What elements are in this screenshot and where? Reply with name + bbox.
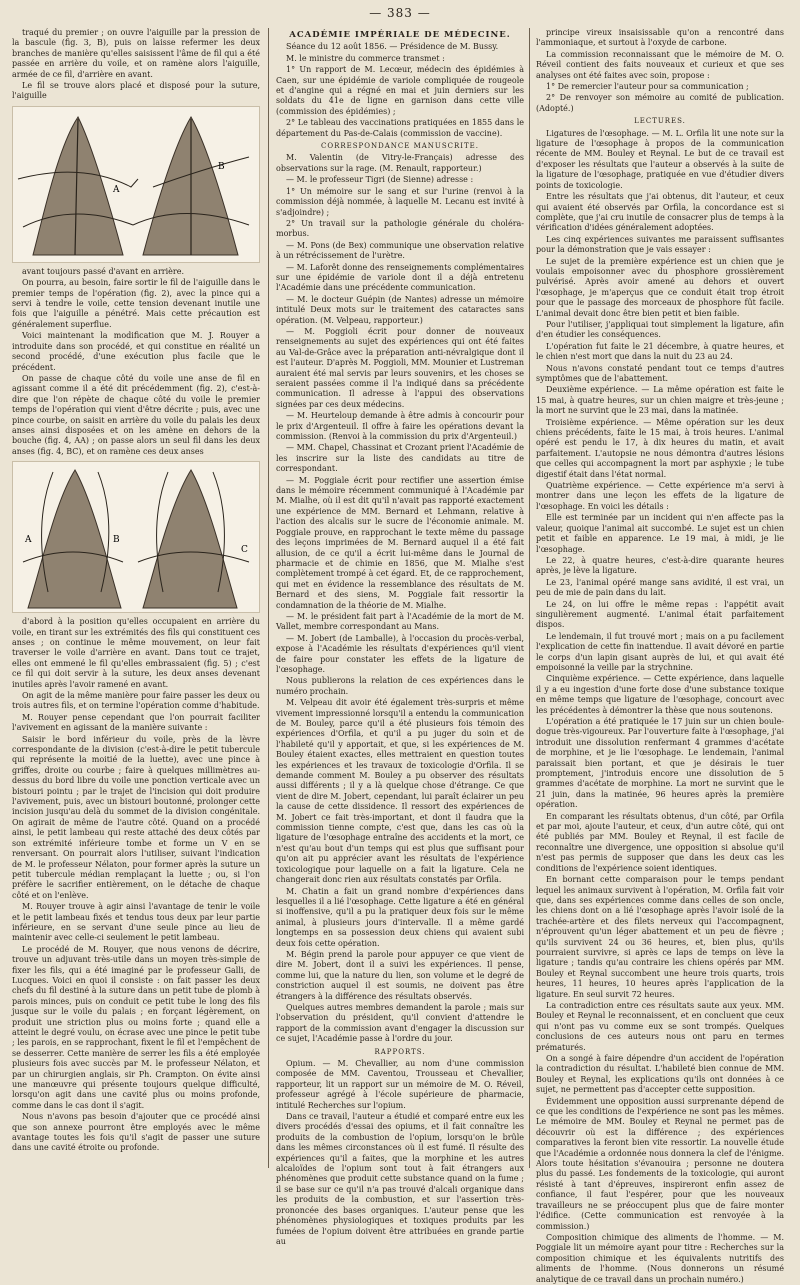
palate-illustration [13,107,259,260]
page-number: — 383 — [369,6,431,20]
palate-illustration [13,462,259,610]
paragraph: La commission reconnaissant que le mémoire de M. O. Réveil contient des faits nouveaux et curieux et que ses analyses ont été faites avec soin, propose : [536,49,784,80]
paragraph: Deuxième expérience. — La même opération est faite le 15 mai, à quatre heures, sur un chien maigre et très-jeune ; la mort ne survint que le 23 mai, dans la matinée. [536,385,784,416]
column-rule-left [268,28,269,1168]
paragraph: 2° De renvoyer son mémoire au comité de publication. (Adopté.) [536,93,784,113]
paragraph: Le 22, à quatre heures, c'est-à-dire quarante heures après, je lève la ligature. [536,555,784,576]
paragraph: Le sujet de la première expérience est un chien que je voulais empoisonner avec du phosphore grossièrement pulvérisé. Après avoir amené au dehors et ouvert l'œsophage, je m'aperçus que ce conduit était trop étroit pour que le passage des morceaux de phosphore fût facile. L'animal devait donc être bien petit et bien faible. [536,256,784,318]
paragraph: M. Valentin (de Vitry-le-Français) adresse des observations sur la rage. (M. Renault, rapporteur.) [276,153,524,173]
figure-label: C [241,545,248,556]
paragraph: L'opération a été pratiquée le 17 juin sur un chien boule-dogue très-vigoureux. Par l'ouverture faite à l'œsophage, j'ai introduit une dissolution renfermant 4 grammes d'acétate de morphine, et je lie l'œsophage. Le lendemain, l'animal paraissait bien portant, et que je désirais le tuer promptement, j'introduis encore une dissolution de 5 grammes d'acétate de morphine. La mort ne survint que le 21 juin, dans la matinée, 96 heures après la première opération. [536,717,784,810]
paragraph: Quatrième expérience. — Cette expérience m'a servi à montrer dans une leçon les effets de la ligature de l'œsophage. En voici les détails : [536,481,784,511]
paragraph: — M. le président fait part à l'Académie de la mort de M. Vallet, membre correspondant au Mans. [276,611,524,632]
paragraph: L'opération fut faite le 21 décembre, à quatre heures, et le chien n'est mort que dans la nuit du 23 au 24. [536,341,784,362]
paragraph: Les cinq expériences suivantes me paraissent suffisantes pour la démonstration que je vais essayer : [536,234,784,255]
session-line: Séance du 12 août 1856. — Présidence de M. Bussy. [286,42,499,52]
paragraph: M. le ministre du commerce transmet : [286,53,445,63]
paragraph: 1° Un mémoire sur le sang et sur l'urine (renvoi à la commission déjà nommée, à laquelle M. Lecanu est invité à s'adjoindre) ; [276,186,524,217]
paragraph: 1° Un rapport de M. Lecœur, médecin des épidémies à Caen, sur une épidémie de variole compliquée de rougeole et d'angine qui a régné en mai et juin derniers sur les soldats du 41e de ligne en garnison dans cette ville (commission des épidémies) ; [276,65,524,116]
column-academy [276,28,524,1246]
figure-palate-suture-2 [12,461,260,613]
paragraph: Nous n'avons pas besoin d'ajouter que ce procédé ainsi que son annexe pourront être employés avec le même avantage toutes les fois qu'il s'agit de passer une suture dans une cavité étroite ou profonde. [12,1112,260,1153]
paragraph: — MM. Chapel, Chassinat et Crozant prient l'Académie de les inscrire sur la liste des candidats au titre de correspondant. [276,443,524,474]
figure-label: A [113,184,120,195]
paragraph: Entre les résultats que j'ai obtenus, dit l'auteur, et ceux qui avaient été observés par Orfila, la concordance est si complète, que j'ai cru inutile de consacrer plus de temps à la vérification d'idées généralement adoptées. [536,192,784,233]
paragraph: Nous n'avons constaté pendant tout ce temps d'autres symptômes que de l'abattement. [536,363,784,383]
figure-label: A [25,535,32,546]
paragraph: principe vireux insaisissable qu'on a rencontré dans l'ammoniaque, et surtout à l'oxyde de carbone. [536,28,784,48]
paragraph: — M. Poggioli écrit pour donner de nouveaux renseignements au sujet des expériences qui ont été faites au Val-de-Grâce avec la préparation anti-névralgique dont il est l'auteur. D'après M. Poggioli, MM. Mounier et Lustreman auraient été mal servis par leurs souvenirs, et les choses se seraient passées comme il l'a indiqué dans sa précédente communication. Il adresse à l'appui des observations signées par ces deux médecins. [276,326,524,409]
paragraph: Le fil se trouve alors placé et disposé pour la suture, l'aiguille [12,81,260,101]
subheading: LECTURES. [634,117,686,126]
paragraph: Évidemment une opposition aussi surprenante dépend de ce que les conditions de l'expérience ne sont pas les mêmes. Le mémoire de MM. Bouley et Reynal ne permet pas de découvrir où est la différence ; des expériences comparatives la feront bien vite ressortir. La nouvelle étude que l'Académie a ordonnée nous donnera la clef de l'énigme. Alors toute hésitation s'évanouira ; personne ne doutera plus du passé. Les fondements de la toxicologie, qui auront résisté à tant d'épreuves, inspireront enfin assez de confiance, il faut l'espérer, pour que les nouveaux travailleurs ne se préoccupent plus que de faire monter l'édifice. (Cette communication est renvoyée à la commission.) [536,1096,784,1231]
paragraph: traqué du premier ; on ouvre l'aiguille par la pression de la bascule (fig. 3, B), puis on laisse refermer les deux branches de manière qu'elles saisissent l'âme de fil qui a été passée en arrière du voile, et on ramène alors l'aiguille, armée de ce fil, d'arrière en avant. [12,28,260,79]
paragraph: Elle est terminée par un incident qui n'en affecte pas la valeur, quoique l'animal ait succombé. Le sujet est un chien petit et faible en apparence. Le 19 mai, à midi, je lie l'œsophage. [536,513,784,554]
paragraph: On passe de chaque côté du voile une anse de fil en agissant comme il a été dit précédemment (fig. 2), c'est-à-dire que l'on répète de chaque côté du voile le premier temps de l'opération qui vient d'être décrite ; puis, avec une pince courbe, on saisit en arrière du voile du palais les deux anses ainsi disposées et on les amène en dehors de la bouche (fig. 4, AA) ; on passe alors un seul fil dans les deux anses (fig. 4, BC), et on ramène ces deux anses [12,373,260,456]
paragraph: Opium. — M. Chevallier, au nom d'une commission composée de MM. Caventou, Trousseau et Chevallier, rapporteur, lit un rapport sur un mémoire de M. O. Réveil, professeur agrégé à l'école supérieure de pharmacie, intitulé Recherches sur l'opium. [276,1059,524,1110]
paragraph: M. Rouyer pense cependant que l'on pourrait faciliter l'avivement en agissant de la manière suivante : [12,712,260,733]
paragraph: M. Chatin a fait un grand nombre d'expériences dans lesquelles il a lié l'œsophage. Cette ligature a été en général si inoffensive, qu'il a pu la pratiquer deux fois sur le même animal, à plusieurs jours d'intervalle. Il a même gardé longtemps en sa possession deux chiens qui avaient subi deux fois cette opération. [276,886,524,948]
paragraph: Voici maintenant la modification que M. J. Rouyer a introduite dans son procédé, et qui constitue en réalité un second procédé, d'une exécution plus facile que le précédent. [12,331,260,372]
paragraph: — M. Laforêt donne des renseignements complémentaires sur une épidémie de variole dont il a déjà entretenu l'Académie dans une précédente communication. [276,262,524,293]
column-readings [536,28,784,1284]
paragraph: Pour l'utiliser, j'appliquai tout simplement la ligature, afin d'en étudier les conséquences. [536,319,784,340]
figure-label: B [113,535,120,546]
subheading: RAPPORTS. [374,1047,426,1056]
paragraph: Le 24, on lui offre le même repas : l'appétit avait singulièrement augmenté. L'animal était parfaitement dispos. [536,599,784,630]
paragraph: Le 23, l'animal opéré mange sans avidité, il est vrai, un peu de mie de pain dans du lait. [536,577,784,598]
paragraph: 2° Le tableau des vaccinations pratiquées en 1855 dans le département du Pas-de-Calais (commission de vaccine). [276,118,524,138]
paragraph: 1° De remercier l'auteur pour sa communication ; [546,82,749,92]
section-heading: ACADÉMIE IMPÉRIALE DE MÉDECINE. [289,30,511,40]
paragraph: Dans ce travail, l'auteur a étudié et comparé entre eux les divers procédés d'essai des opiums, et il fait connaître les produits de la combustion de l'opium, lorsqu'on le brûle dans les mêmes circonstances où il est fumé. Il résulte des expériences qu'il a faites, que la morphine et les autres alcaloïdes de l'opium sont tout à fait étrangers aux phénomènes que produit cette substance quand on la fume ; il se base sur ce qu'il n'a pas trouvé d'alcali organique dans les produits de la combustion, et sur l'assertion très-prononcée des bases organiques. L'auteur pense que les phénomènes physiologiques et toxiques produits par les fumées de l'opium doivent être attribuées en grande partie au [276,1112,524,1246]
paragraph: — M. Heurteloup demande à être admis à concourir pour le prix d'Argenteuil. Il offre à faire les opérations devant la commission. (Renvoi à la commission du prix d'Argenteuil.) [276,411,524,442]
paragraph: Le procédé de M. Rouyer, que nous venons de décrire, trouve un adjuvant très-utile dans un moyen très-simple de fixer les fils, qui a été imaginé par le professeur Galli, de Lucques. Voici en quoi il consiste : on fait passer les deux chefs du fil destiné à la suture dans un petit tube de plomb à parois minces, puis on conduit ce petit tube le long des fils jusque sur le voile du palais ; en forçant légèrement, on produit une striction plus ou moins forte ; quand elle a atteint le degré voulu, on écrase avec une pince le petit tube ; les parois, en se rapprochant, fixent le fil et l'empêchent de se desserrer. Cette manière de serrer les fils a été employée plusieurs fois avec succès par M. le professeur Nélaton, et par un chirurgien anglais, sir Ph. Crampton. On évite ainsi une manœuvre qui présente toujours quelque difficulté, lorsqu'on agit dans une cavité plus ou moins profonde, comme dans le cas dont il s'agit. [12,944,260,1110]
column-surgery [12,28,260,1168]
paragraph: — M. Poggiale écrit pour rectifier une assertion émise dans le mémoire récemment communiqué à l'Académie par M. Mialhe, où il est dit qu'il n'avait pas rapporté exactement une expérience de MM. Bernard et Lehmann, relative à l'action des alcalis sur le sucre de l'économie animale. M. Poggiale prouve, en rapprochant le texte même du passage des leçons imprimées de M. Bernard auquel il a été fait allusion, de ce qu'il a écrit lui-même dans le Journal de pharmacie et de chimie en 1856, que M. Mialhe s'est complètement trompé à cet égard. Et, de ce rapprochement, qui met en évidence la ressemblance des résultats de M. Bernard et des siens, M. Poggiale fait ressortir la condamnation de la théorie de M. Mialhe. [276,475,524,610]
paragraph: 2° Un travail sur la pathologie générale du choléra-morbus. [276,218,524,239]
paragraph: M. Bégin prend la parole pour appuyer ce que vient de dire M. Jobert, dont il a suivi les expériences. Il pense, comme lui, que la nature du lien, son volume et le degré de constriction auquel il est soumis, ne doivent pas être étrangers à la différence des résultats observés. [276,949,524,1001]
paragraph: — M. Jobert (de Lamballe), à l'occasion du procès-verbal, expose à l'Académie les résultats d'expériences qu'il vient de faire pour constater les effets de la ligature de l'œsophage. [276,633,524,674]
figure-palate-suture-1 [12,106,260,263]
paragraph: On agit de la même manière pour faire passer les deux ou trois autres fils, et on termine l'opération comme d'habitude. [12,691,260,711]
paragraph: — M. le professeur Tigri (de Sienne) adresse : [286,175,474,185]
paragraph: Ligatures de l'œsophage. — M. L. Orfila lit une note sur la ligature de l'œsophage à propos de la communication récente de MM. Bouley et Reynal. Le but de ce travail est d'exposer les résultats que l'auteur a observés à la suite de la ligature de l'œsophage, pratiquée en vue d'étudier divers points de toxicologie. [536,128,784,190]
column-rule-right [529,28,530,1168]
paragraph: Cinquième expérience. — Cette expérience, dans laquelle il y a eu ingestion d'une forte dose d'une substance toxique en même temps que ligature de l'œsophage, concourt avec les précédentes à démontrer la thèse que nous soutenons. [536,674,784,715]
paragraph: Composition chimique des aliments de l'homme. — M. Poggiale lit un mémoire ayant pour titre : Recherches sur la composition chimique et les équivalents nutritifs des aliments de l'homme. (Nous donnerons un résumé analytique de ce travail dans un prochain numéro.) [536,1232,784,1284]
paragraph: — M. Pons (de Bex) communique une observation relative à un rétrécissement de l'urètre. [276,240,524,261]
paragraph: M. Rouyer trouve à agir ainsi l'avantage de tenir le voile et le petit lambeau fixés et tendus tous deux par leur partie inférieure, en se servant d'une seule pince au lieu de maintenir avec celle-ci seulement le petit lambeau. [12,902,260,943]
figure-label: B [218,161,225,172]
paragraph: Le lendemain, il fut trouvé mort ; mais on a pu facilement l'explication de cette fin inattendue. Il avait dévoré en partie le corps d'un lapin gisant auprès de lui, et qui avait été empoisonné la veille par la strychnine. [536,631,784,672]
paragraph: Nous publierons la relation de ces expériences dans le numéro prochain. [276,676,524,696]
paragraph: Quelques autres membres demandent la parole ; mais sur l'observation du président, qu'il convient d'attendre le rapport de la commission avant d'engager la discussion sur ce sujet, l'Académie passe à l'ordre du jour. [276,1002,524,1044]
paragraph: On a songé à faire dépendre d'un accident de l'opération la contradiction du résultat. L'habileté bien connue de MM. Bouley et Reynal, les explications qu'ils ont données à ce sujet, ne permettent pas d'accepter cette supposition. [536,1054,784,1095]
paragraph: avant toujours passé d'avant en arrière. [22,266,184,276]
paragraph: En comparant les résultats obtenus, d'un côté, par Orfila et par moi, ajoute l'auteur, et ceux, d'un autre côté, qui ont été publiés par MM. Bouley et Reynal, il est facile de reconnaître une divergence, une opposition si absolue qu'il n'est pas permis de supposer que dans les deux cas les conditions de l'expérience soient identiques. [536,811,784,873]
paragraph: La contradiction entre ces résultats saute aux yeux. MM. Bouley et Reynal le reconnaissent, et en concluent que ceux qui n'ont pas vu comme eux se sont trompés. Quelques conclusions de ces auteurs nous ont paru en termes prématurés. [536,1000,784,1052]
paragraph: — M. le docteur Guépin (de Nantes) adresse un mémoire intitulé Deux mots sur le traitement des cataractes sans opération. (M. Velpeau, rapporteur.) [276,294,524,325]
paragraph: En bornant cette comparaison pour le temps pendant lequel les animaux survivent à l'opération, M. Orfila fait voir que, dans ses expériences comme dans celles de son oncle, les chiens dont on a lié l'œsophage après l'avoir isolé de la trachée-artère et des filets nerveux qui l'accompagnent, n'éprouvent qu'un léger abattement et un peu de fièvre ; qu'ils survivent 24 ou 36 heures, et, bien plus, qu'ils pourraient survivre, si après ce laps de temps on lève la ligature ; tandis qu'au contraire les chiens opérés par MM. Bouley et Reynal succombent une heure trois quarts, trois heures, 11 heures, 10 heures après l'application de la ligature. En seul survit 72 heures. [536,875,784,999]
subheading: CORRESPONDANCE MANUSCRITE. [320,142,480,151]
paragraph: Troisième expérience. — Même opération sur les deux chiens précédents, faite le 15 mai, à trois heures. L'animal opéré est pendu le 17, à dix heures du matin, et avait parfaitement. L'autopsie ne nous démontra d'autres lésions que celles qui accompagnent la mort par asphyxie ; le tube digestif était dans l'état normal. [536,417,784,479]
paragraph: d'abord à la position qu'elles occupaient en arrière du voile, en tirant sur les extrémités des fils qui constituent ces anses ; on continue le même mouvement, on leur fait traverser le voile d'arrière en avant. Dans tout ce trajet, elles ont emmené le fil qu'elles embrassaient (fig. 5) ; c'est ce fil qui doit servir à la suture, les deux anses devenant inutiles après l'avoir ramené en avant. [12,617,260,689]
paragraph: Saisir le bord inférieur du voile, près de la lèvre correspondante de la division (c'est-à-dire le petit tubercule qui représente la moitié de la luette), avec une pince à griffes, droite ou courbe ; faire à quelques millimètres au-dessus du bord libre du voile une ponction verticale avec un bistouri pointu ; par le trajet de l'incision qui doit produire l'avivement, puis, avec un bistouri boutonné, prolonger cette incision jusqu'au delà du sommet de la division congénitale. On agirait de même de l'autre côté. Quand on a procédé ainsi, le petit lambeau qui reste attaché des deux côtés par son extrémité inférieure tombe et forme un V en se renversant. On pourrait alors l'utiliser, suivant l'indication de M. le professeur Nélaton, pour former après la suture un petit tubercule médian remplaçant la luette ; ou, si l'on préfère le sacrifier entièrement, on le détache de chaque côté et on l'enlève. [12,734,260,900]
paragraph: On pourra, au besoin, faire sortir le fil de l'aiguille dans le premier temps de l'opération (fig. 2), avec la pince qui a servi à tendre le voile, cette tension devenant inutile une fois que l'aiguille a pénétré. Mais cette précaution est généralement superflue. [12,278,260,329]
paragraph: M. Velpeau dit avoir été également très-surpris et même vivement impressionné lorsqu'il a entendu la communication de M. Bouley, parce qu'il a été plusieurs fois témoin des expériences d'Orfila, et qu'il a pu juger du soin et de l'habileté qu'il y apportait, et que, si les expériences de M. Bouley étaient exactes, elles mettraient en question toutes les expériences et les travaux de toxicologie d'Orfila. Il se demande comment M. Bouley a pu observer des résultats aussi différents ; il y a là quelque chose d'étrange. Ce que vient de dire M. Jobert, cependant, lui paraît éclairer un peu la cause de cette dissidence. Il ressort des expériences de M. Jobert ce fait très-important, et dont il faudra que la commission tienne compte, c'est que, dans les cas où la ligature de l'œsophage entraîne des accidents et la mort, ce n'est qu'au bout d'un temps qui est plus que suffisant pour qu'on ait pu apprécier avant les résultats de l'expérience toxicologique pour laquelle on a fait la ligature. Cela ne changerait donc rien aux résultats constatés par Orfila. [276,698,524,885]
